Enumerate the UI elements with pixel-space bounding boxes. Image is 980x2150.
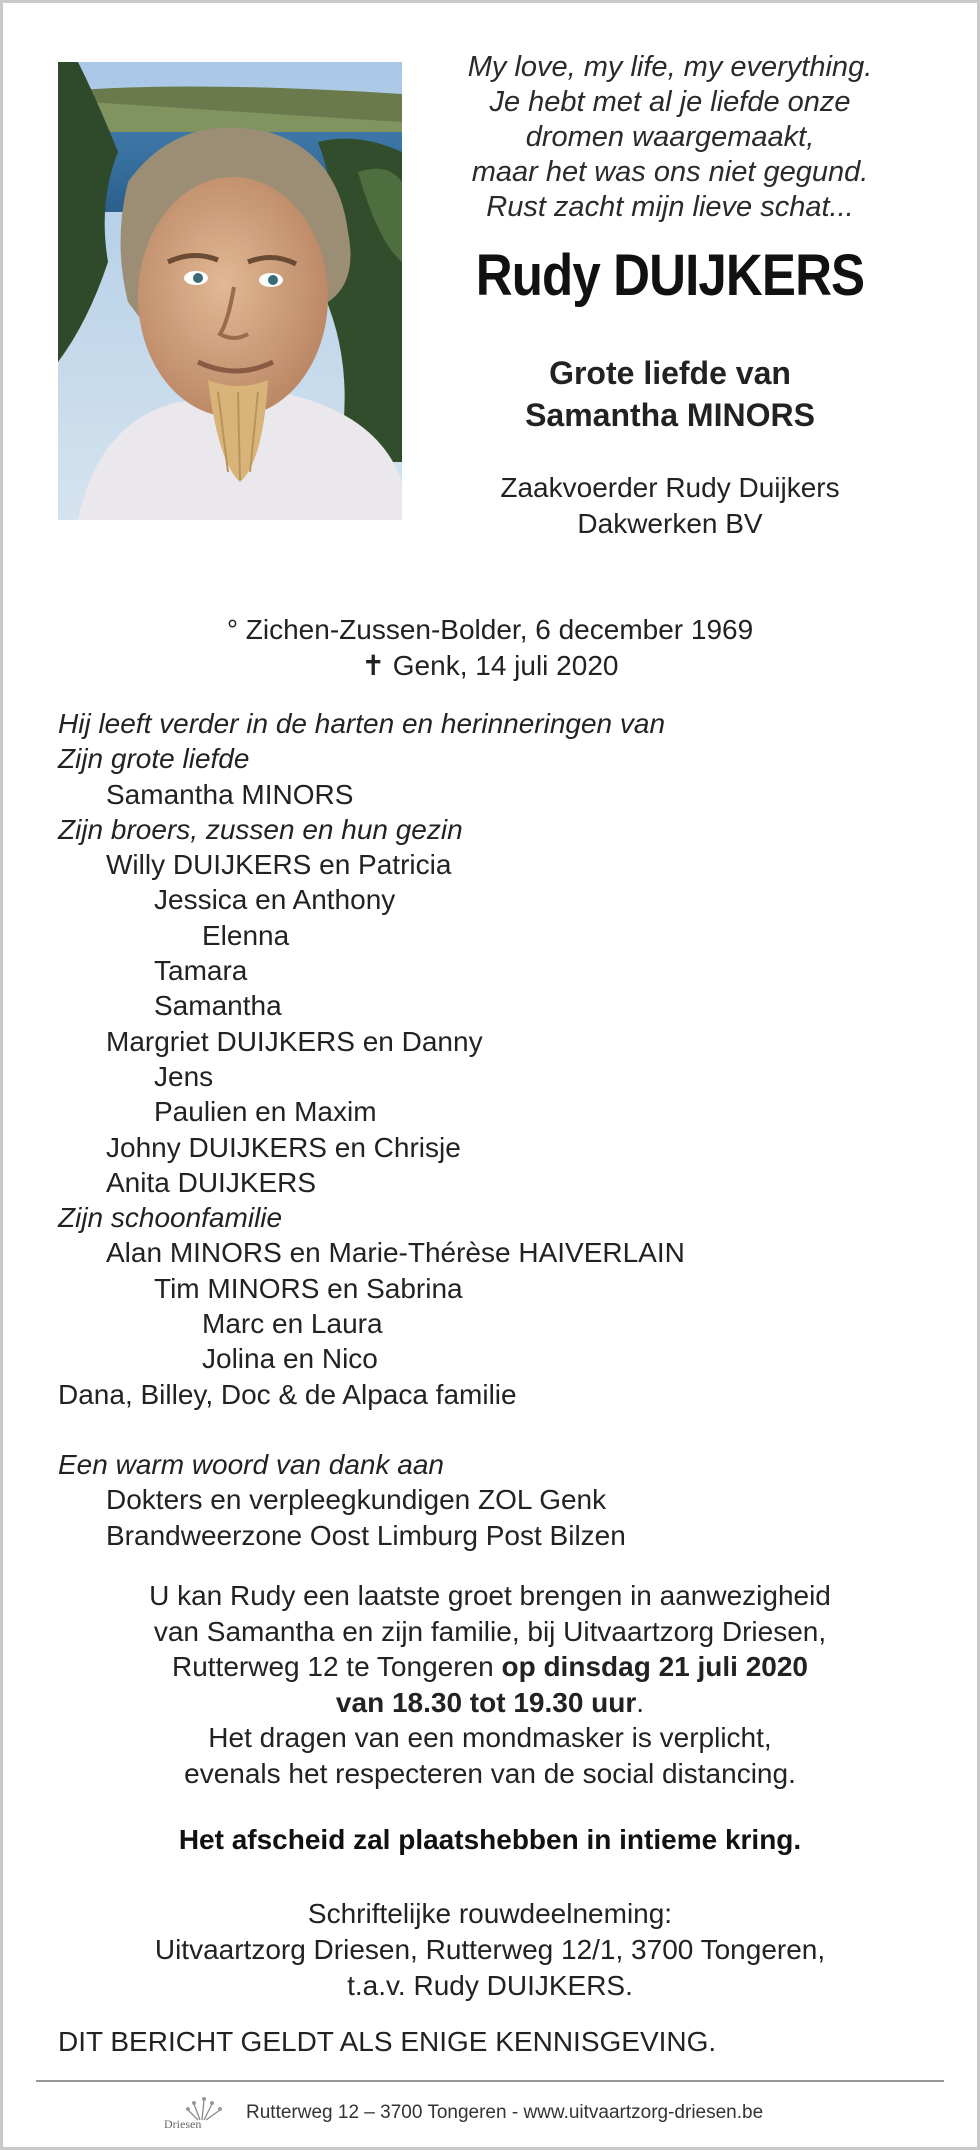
family-member: Willy DUIJKERS en Patricia <box>106 849 452 881</box>
deceased-name: Rudy DUIJKERS <box>475 243 865 308</box>
visit-line: evenals het respecteren van de social distancing. <box>184 1757 796 1789</box>
family-member: Jens <box>154 1060 214 1092</box>
beloved-of <box>430 352 910 436</box>
poem-line: Je hebt met al je liefde onze <box>489 86 851 118</box>
footer-divider <box>36 2080 944 2082</box>
family-list <box>58 706 958 1553</box>
family-heading: Zijn broers, zussen en hun gezin <box>58 813 463 845</box>
family-member: Jessica en Anthony <box>154 884 396 916</box>
driesen-logo <box>162 2090 236 2138</box>
death-text: Genk, 14 juli 2020 <box>392 650 619 681</box>
thanks-item: Brandweerzone Oost Limburg Post Bilzen <box>106 1519 626 1551</box>
condolence-line: t.a.v. Rudy DUIJKERS. <box>347 1970 633 2001</box>
memorial-poem <box>430 50 910 225</box>
family-member: Samantha MINORS <box>106 778 354 810</box>
spacer <box>58 1412 958 1447</box>
visit-line <box>0 1685 980 1721</box>
cross-icon: ✝ <box>361 650 385 681</box>
logo-text: Driesen <box>164 2117 202 2131</box>
family-member: Elenna <box>202 919 290 951</box>
portrait-photo <box>58 62 402 520</box>
company-info <box>430 470 910 542</box>
visit-line: van Samantha en zijn familie, bij Uitvaartzorg Driesen, <box>153 1615 827 1647</box>
condolence-line: Uitvaartzorg Driesen, Rutterweg 12/1, 3700 Tongeren, <box>154 1934 826 1965</box>
visit-line <box>0 1649 980 1685</box>
sole-notice: DIT BERICHT GELDT ALS ENIGE KENNISGEVING. <box>58 2026 717 2057</box>
family-member: Tamara <box>154 955 248 987</box>
family-member: Margriet DUIJKERS en Danny <box>106 1025 483 1057</box>
visit-time: van 18.30 tot 19.30 uur <box>335 1686 637 1718</box>
thanks-heading: Een warm woord van dank aan <box>58 1448 444 1480</box>
company-line: Dakwerken BV <box>577 508 763 539</box>
thanks-item: Dokters en verpleegkundigen ZOL Genk <box>106 1484 607 1516</box>
family-member: Jolina en Nico <box>202 1343 378 1375</box>
life-dates <box>0 612 980 684</box>
visit-date: op dinsdag 21 juli 2020 <box>501 1651 809 1682</box>
beloved-of-line: Grote liefde van <box>549 355 791 391</box>
family-member: Tim MINORS en Sabrina <box>154 1272 463 1304</box>
family-heading: Zijn schoonfamilie <box>58 1202 283 1234</box>
family-member: Samantha <box>154 990 282 1022</box>
family-member: Alan MINORS en Marie-Thérèse HAIVERLAIN <box>106 1237 685 1269</box>
company-line: Zaakvoerder Rudy Duijkers <box>500 472 840 503</box>
beloved-of-name: Samantha MINORS <box>525 397 815 433</box>
poem-line: Rust zacht mijn lieve schat... <box>486 191 854 223</box>
visit-address: Rutterweg 12 te Tongeren <box>171 1651 502 1682</box>
family-member: Johny DUIJKERS en Chrisje <box>106 1131 461 1163</box>
pets-line: Dana, Billey, Doc & de Alpaca familie <box>58 1378 517 1410</box>
poem-line: maar het was ons niet gegund. <box>471 156 869 188</box>
footer-address: Rutterweg 12 – 3700 Tongeren - www.uitvaartzorg-driesen.be <box>246 2102 764 2123</box>
poem-line: My love, my life, my everything. <box>467 51 873 83</box>
condolence-line: Schriftelijke rouwdeelneming: <box>307 1898 673 1929</box>
written-condolences <box>0 1896 980 2004</box>
visit-line: U kan Rudy een laatste groet brengen in aanwezigheid <box>149 1580 831 1611</box>
visit-line: Het dragen van een mondmasker is verplicht, <box>208 1722 772 1753</box>
birth-line: ° Zichen-Zussen-Bolder, 6 december 1969 <box>226 614 754 645</box>
family-member: Paulien en Maxim <box>154 1096 377 1128</box>
visit-period: . <box>636 1686 645 1718</box>
farewell-note: Het afscheid zal plaatshebben in intieme kring. <box>178 1824 802 1855</box>
family-intro: Hij leeft verder in de harten en herinneringen van <box>58 708 666 739</box>
family-member: Anita DUIJKERS <box>106 1166 317 1198</box>
visitation-info <box>0 1578 980 1791</box>
poem-line: dromen waargemaakt, <box>525 121 815 153</box>
family-heading: Zijn grote liefde <box>58 743 250 775</box>
death-line <box>0 648 980 684</box>
family-member: Marc en Laura <box>202 1308 383 1340</box>
